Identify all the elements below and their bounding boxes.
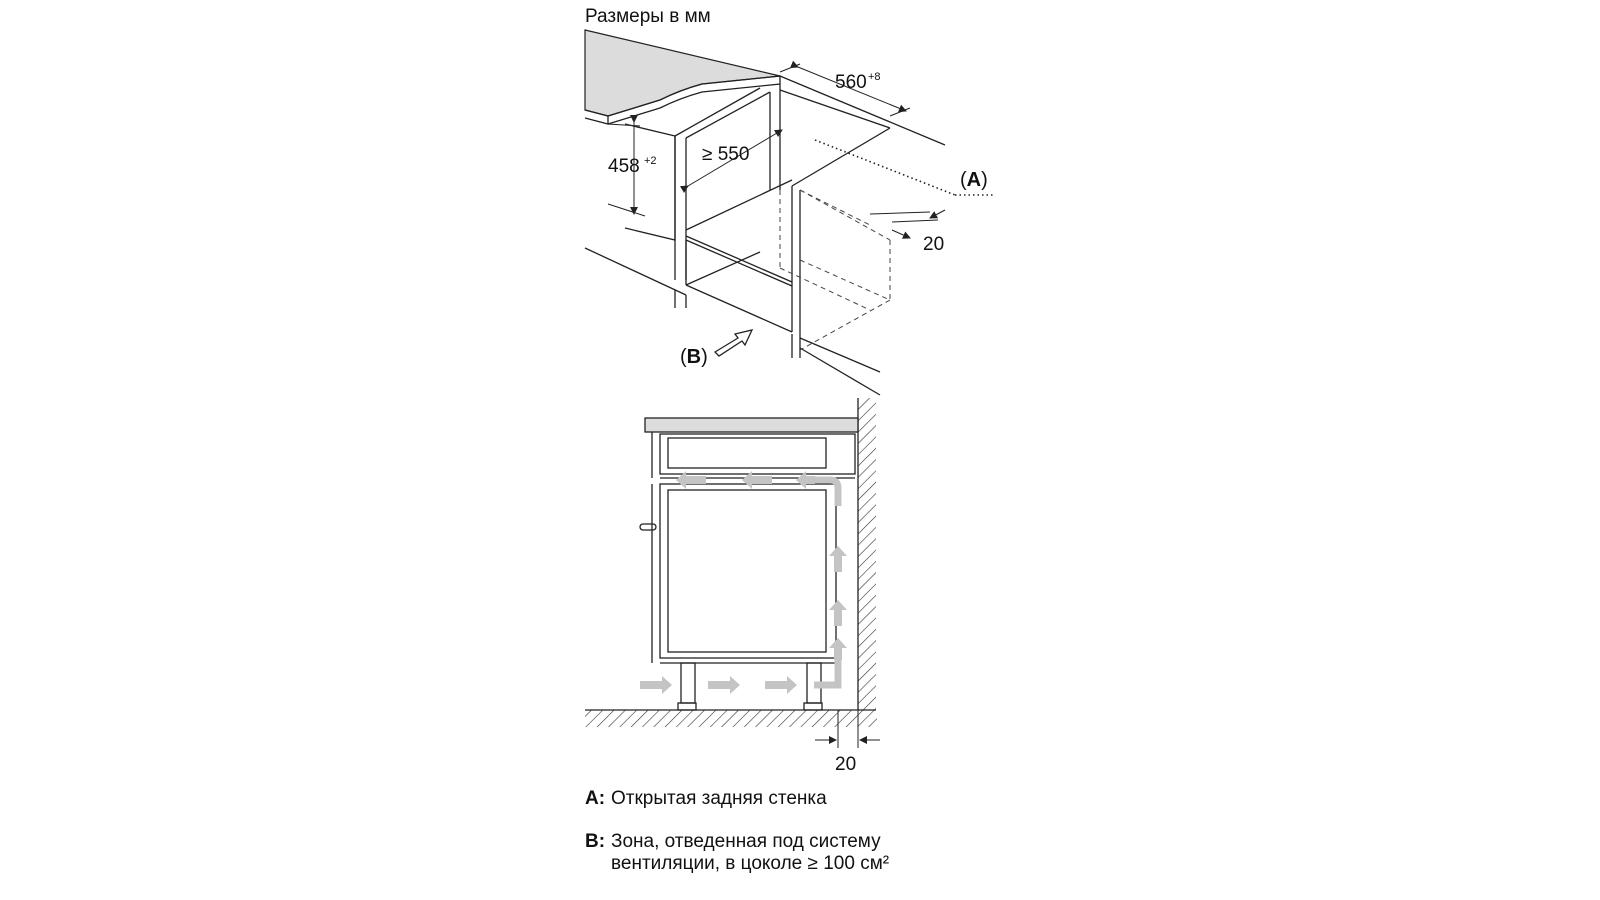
legend-text-b-line2: вентиляции, в цоколе ≥ 100 см²	[611, 853, 890, 874]
legend-text-a: Открытая задняя стенка	[611, 788, 827, 809]
gap-top-dimension: 20	[923, 234, 945, 255]
legend-item-b	[585, 831, 889, 875]
depth-dimension: ≥ 550	[702, 144, 750, 165]
airflow-arrows	[640, 471, 847, 694]
legend-key-b: B:	[585, 831, 606, 852]
legend-text-b: Зона, отведенная под систему	[611, 831, 881, 852]
legend-key-a: A:	[585, 788, 606, 809]
callout-a: (A)	[960, 169, 988, 191]
legend	[585, 788, 827, 810]
isometric-view	[585, 30, 995, 395]
width-dimension: 560	[835, 72, 867, 93]
height-dimension: 458	[608, 156, 640, 177]
width-tolerance: +8	[868, 71, 881, 83]
callout-b: (B)	[680, 346, 708, 368]
legend-item-a	[585, 788, 827, 810]
legend-b	[585, 831, 889, 875]
ventilation-arrow	[715, 330, 752, 356]
gap-side-dimension: 20	[835, 754, 857, 775]
side-view	[585, 398, 880, 775]
units-label: Размеры в мм	[585, 6, 711, 27]
height-tolerance: +2	[644, 155, 657, 167]
worktop	[645, 418, 858, 432]
